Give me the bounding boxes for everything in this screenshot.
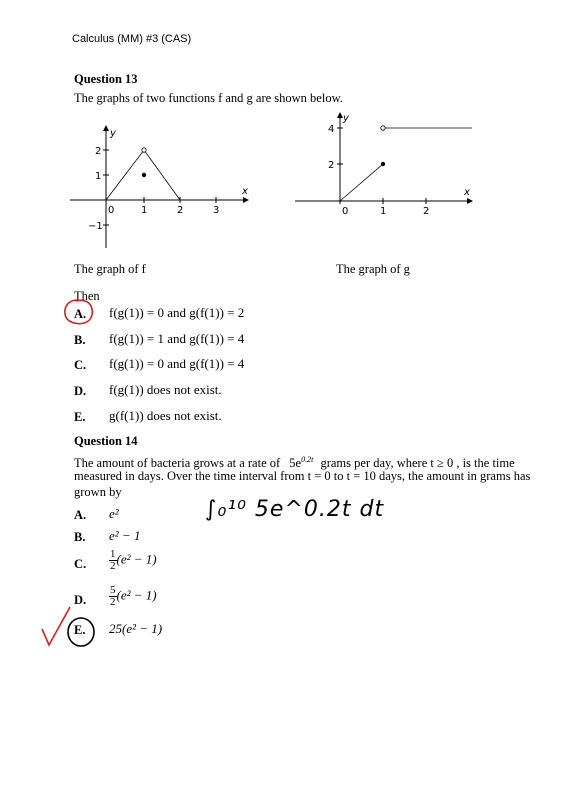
y-tick-label: 1 — [95, 171, 102, 182]
option-e[interactable]: E. — [74, 623, 86, 637]
option-text: g(f(1)) does not exist. — [109, 408, 222, 423]
q14-text: The amount of bacteria grows at a rate of — [74, 456, 281, 471]
option-letter: C. — [74, 358, 87, 372]
x-tick-label: 3 — [213, 205, 220, 216]
option-text: f(g(1)) = 1 and g(f(1)) = 4 — [109, 331, 245, 346]
x-tick-label: 0 — [108, 205, 115, 216]
option-letter: A. — [74, 307, 87, 321]
document-header: Calculus (MM) #3 (CAS) — [72, 33, 192, 45]
graph-f-caption: The graph of f — [74, 262, 146, 276]
y-axis-label: y — [343, 113, 349, 124]
question-14-line3: grown by — [74, 485, 122, 499]
y-tick-label: −1 — [88, 221, 103, 232]
rate-exponent: 0.2t — [301, 455, 314, 464]
y-tick-label: 2 — [328, 160, 335, 171]
fraction — [109, 549, 117, 572]
y-axis-label: y — [110, 128, 116, 139]
fraction-denominator: 2 — [110, 560, 116, 572]
answer-circle-mark — [62, 297, 96, 327]
then-label: Then — [74, 289, 100, 303]
x-axis-label: x — [242, 186, 248, 197]
y-tick-label: 2 — [95, 146, 102, 157]
option-d[interactable] — [74, 382, 86, 400]
question-13-intro: The graphs of two functions f and g are shown below. — [74, 91, 343, 105]
option-letter: B. — [74, 333, 86, 347]
option-d[interactable]: D. — [74, 593, 87, 607]
graph-g-caption: The graph of g — [336, 262, 410, 276]
rate-base: 5e — [289, 456, 302, 471]
option-text: f(g(1)) = 0 and g(f(1)) = 4 — [109, 356, 245, 371]
option-a[interactable]: A. — [74, 508, 87, 522]
question-14-title: Question 14 — [74, 434, 138, 448]
option-expression: (e² − 1) — [116, 551, 157, 567]
option-text: e² − 1 — [109, 528, 141, 543]
option-letter: E. — [74, 410, 86, 424]
fraction-denominator: 2 — [110, 596, 116, 608]
option-text: f(g(1)) does not exist. — [109, 382, 222, 397]
option-c[interactable]: C. — [74, 557, 87, 571]
open-point — [381, 126, 385, 130]
option-letter: D. — [74, 384, 87, 398]
answer-check-mark — [36, 603, 98, 655]
fraction-numerator: 5 — [110, 584, 116, 596]
y-tick-label: 4 — [328, 124, 335, 135]
closed-point — [381, 162, 385, 166]
fraction — [109, 585, 117, 608]
graph-g — [290, 108, 475, 220]
option-expression: (e² − 1) — [116, 587, 157, 603]
x-tick-label: 2 — [177, 205, 184, 216]
question-14-line2: measured in days. Over the time interval from t = 0 to t = 10 days, the amount in grams has — [74, 469, 531, 483]
graph-f — [60, 118, 260, 253]
x-tick-label: 1 — [380, 206, 387, 217]
x-tick-label: 2 — [423, 206, 430, 217]
option-text — [109, 585, 157, 608]
option-b[interactable]: B. — [74, 530, 86, 544]
option-text: 25(e² − 1) — [109, 621, 163, 636]
handwritten-integral: ∫₀¹⁰ 5e^0.2t dt — [205, 497, 385, 522]
question-13-title: Question 13 — [74, 72, 138, 86]
closed-point — [142, 173, 146, 177]
fraction-numerator: 1 — [110, 548, 116, 560]
x-axis-label: x — [464, 187, 470, 198]
option-text: f(g(1)) = 0 and g(f(1)) = 2 — [109, 305, 245, 320]
option-e[interactable] — [74, 408, 85, 426]
option-text — [109, 549, 157, 572]
option-text: e² — [109, 506, 119, 521]
q14-text: grams per day, where t ≥ 0 , is the time — [320, 456, 515, 471]
open-point — [142, 148, 146, 152]
option-c[interactable] — [74, 356, 86, 374]
x-tick-label: 1 — [141, 205, 148, 216]
option-b[interactable] — [74, 331, 85, 349]
x-tick-label: 0 — [342, 206, 349, 217]
g-curve-segment — [340, 164, 383, 201]
